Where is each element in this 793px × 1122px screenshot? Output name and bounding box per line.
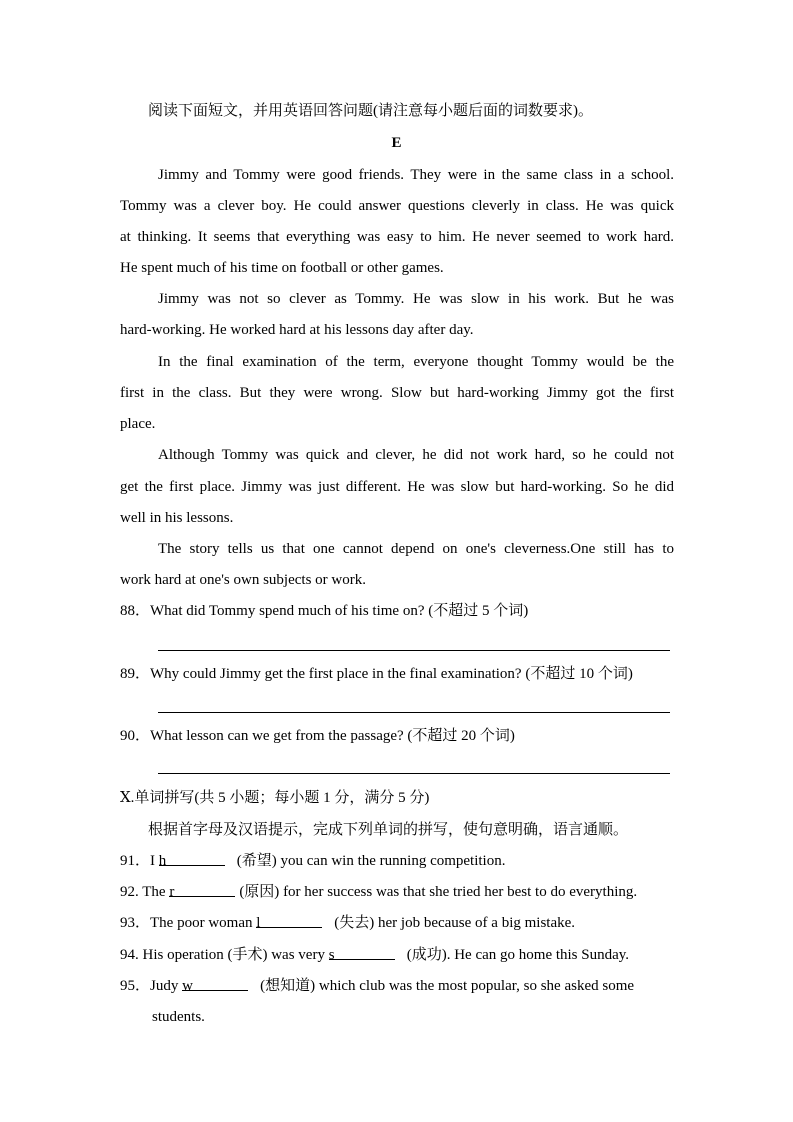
- spelling-item-93: 93．The poor woman l (失去) her job because of a big mistake.: [120, 915, 576, 931]
- question-88: [120, 601, 528, 621]
- section-x-instruction: 根据首字母及汉语提示，完成下列单词的拼写，使句意明确，语言通顺。: [148, 822, 629, 838]
- spelling-blank[interactable]: s: [329, 945, 395, 960]
- passage-line: work hard at one's own subjects or work.: [120, 572, 366, 588]
- spelling-blank[interactable]: w: [182, 976, 248, 991]
- question-number: 90．: [120, 728, 151, 744]
- passage-line: place.: [120, 416, 156, 432]
- passage-line: The story tells us that one cannot depend on one's cleverness.One still has to: [158, 541, 674, 557]
- answer-line-90[interactable]: [158, 773, 670, 774]
- answer-line-88[interactable]: [158, 650, 670, 651]
- question-text: What did Tommy spend much of his time on? (不超过 5 个词): [150, 603, 529, 619]
- reading-instruction: 阅读下面短文，并用英语回答问题(请注意每小题后面的词数要求)。: [148, 103, 593, 119]
- spelling-blank[interactable]: l: [256, 913, 322, 928]
- question-number: 89．: [120, 666, 151, 682]
- passage-line: hard-working. He worked hard at his lessons day after day.: [120, 322, 474, 338]
- spelling-blank[interactable]: h: [159, 851, 225, 866]
- section-letter: E: [391, 135, 402, 151]
- question-90: [120, 726, 515, 746]
- passage-line: well in his lessons.: [120, 510, 234, 526]
- question-text: What lesson can we get from the passage? (不超过 20 个词): [150, 728, 515, 744]
- passage-line: get the first place. Jimmy was just different. He was slow but hard-working. So he did: [120, 479, 674, 495]
- answer-line-89[interactable]: [158, 712, 670, 713]
- spelling-item-95-continuation: students.: [152, 1009, 205, 1025]
- spelling-blank[interactable]: r: [169, 882, 235, 897]
- passage-line: Tommy was a clever boy. He could answer questions cleverly in class. He was quick: [120, 198, 674, 214]
- passage-line: Jimmy was not so clever as Tommy. He was slow in his work. But he was: [158, 291, 674, 307]
- question-89: [120, 664, 633, 684]
- spelling-item-95: 95．Judy w (想知道) which club was the most popular, so she asked some: [120, 978, 635, 994]
- spelling-item-94: 94. His operation (手术) was very s (成功). He can go home this Sunday.: [120, 947, 630, 963]
- question-number: 88．: [120, 603, 151, 619]
- spelling-item-92: 92. The r (原因) for her success was that she tried her best to do everything.: [120, 884, 638, 900]
- spelling-item-91: 91．I h (希望) you can win the running competition.: [120, 853, 506, 869]
- question-text: Why could Jimmy get the first place in the final examination? (不超过 10 个词): [150, 666, 633, 682]
- passage-line: In the final examination of the term, everyone thought Tommy would be the: [158, 354, 674, 370]
- passage-line: He spent much of his time on football or other games.: [120, 260, 444, 276]
- passage-line: Jimmy and Tommy were good friends. They were in the same class in a school.: [158, 167, 674, 183]
- passage-line: first in the class. But they were wrong. Slow but hard-working Jimmy got the first: [120, 385, 674, 401]
- section-x-heading: Ⅹ.单词拼写(共 5 小题；每小题 1 分，满分 5 分): [120, 790, 430, 806]
- passage-line: Although Tommy was quick and clever, he did not work hard, so he could not: [158, 447, 674, 463]
- passage-line: at thinking. It seems that everything was easy to him. He never seemed to work hard.: [120, 229, 674, 245]
